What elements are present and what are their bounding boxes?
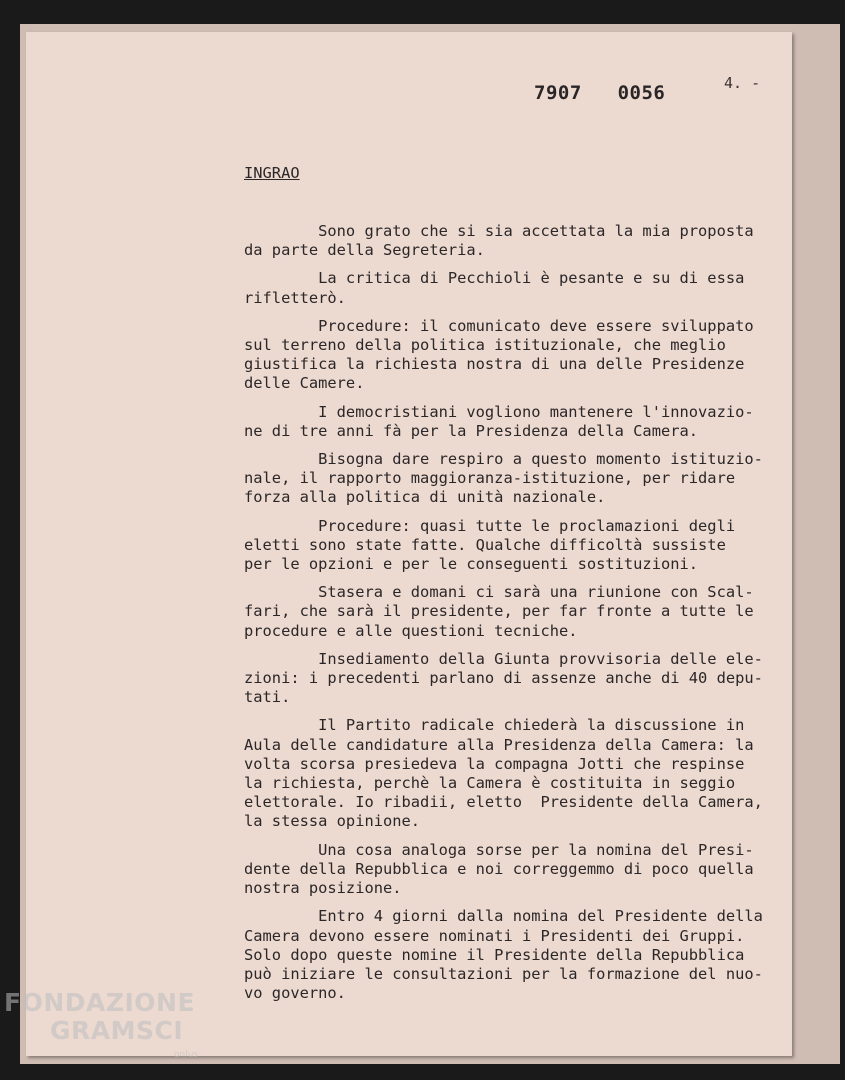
text-line: Bisogna dare respiro a questo momento istituzio- bbox=[244, 450, 763, 469]
text-line: Il Partito radicale chiederà la discussione in bbox=[244, 716, 745, 735]
text-line: Una cosa analoga sorse per la nomina del Presi- bbox=[244, 840, 754, 859]
text-line: vo governo. bbox=[244, 984, 346, 1003]
text-line: Sono grato che si sia accettata la mia proposta bbox=[244, 222, 754, 240]
text-line: sul terreno della politica istituzionale, che meglio bbox=[244, 336, 726, 355]
text-line: delle Camere. bbox=[244, 374, 365, 393]
text-line: tati. bbox=[244, 688, 291, 707]
archive-code: 7907 0056 bbox=[534, 82, 666, 104]
text-line: elettorale. Io ribadii, eletto Presidente della Camera, bbox=[244, 793, 763, 812]
text-line: dente della Repubblica e noi correggemmo di poco quella bbox=[244, 859, 754, 878]
paragraph bbox=[244, 269, 789, 307]
speaker-name: INGRAO bbox=[244, 164, 300, 182]
text-line: da parte della Segreteria. bbox=[244, 241, 485, 260]
watermark-line-2: GRAMSCI bbox=[50, 1016, 184, 1045]
paragraph bbox=[244, 583, 789, 641]
text-line: può iniziare le consultazioni per la formazione del nuo- bbox=[244, 964, 763, 983]
document-body bbox=[244, 222, 789, 1012]
text-line: Stasera e domani ci sarà una riunione con Scal- bbox=[244, 583, 754, 602]
paragraph bbox=[244, 403, 789, 441]
text-line: La critica di Pecchioli è pesante e su di essa bbox=[244, 269, 745, 288]
paragraph bbox=[244, 650, 789, 708]
text-line: nale, il rapporto maggioranza-istituzione, per ridare bbox=[244, 469, 736, 488]
text-line: zioni: i precedenti parlano di assenze anche di 40 depu- bbox=[244, 669, 763, 688]
document-page bbox=[26, 32, 792, 1056]
watermark-logo bbox=[4, 988, 199, 1060]
watermark-line-1: FONDAZIONE bbox=[4, 988, 196, 1017]
text-line: eletti sono state fatte. Qualche difficoltà sussiste bbox=[244, 535, 726, 554]
text-line: Procedure: quasi tutte le proclamazioni degli bbox=[244, 516, 736, 535]
text-line: per le opzioni e per le conseguenti sostituzioni. bbox=[244, 555, 699, 574]
paragraph bbox=[244, 450, 789, 508]
text-line: rifletterò. bbox=[244, 288, 346, 307]
text-line: la stessa opinione. bbox=[244, 812, 421, 831]
text-line: Camera devono essere nominati i Presidenti dei Gruppi. bbox=[244, 926, 745, 945]
watermark-line-3: onlus bbox=[174, 1050, 199, 1060]
text-line: volta scorsa presiedeva la compagna Jotti che respinse bbox=[244, 754, 745, 773]
text-line: Insediamento della Giunta provvisoria delle ele- bbox=[244, 649, 763, 668]
page-number: 4. - bbox=[724, 74, 761, 92]
paragraph bbox=[244, 317, 789, 394]
paragraph bbox=[244, 841, 789, 899]
text-line: la richiesta, perchè la Camera è costituita in seggio bbox=[244, 774, 736, 793]
paragraph bbox=[244, 907, 789, 1003]
text-line: Procedure: il comunicato deve essere sviluppato bbox=[244, 316, 754, 335]
text-line: ne di tre anni fà per la Presidenza della Camera. bbox=[244, 421, 699, 440]
text-line: procedure e alle questioni tecniche. bbox=[244, 621, 578, 640]
text-line: nostra posizione. bbox=[244, 879, 402, 898]
text-line: Aula delle candidature alla Presidenza della Camera: la bbox=[244, 735, 754, 754]
text-line: fari, che sarà il presidente, per far fronte a tutte le bbox=[244, 602, 754, 621]
text-line: I democristiani vogliono mantenere l'innovazio- bbox=[244, 402, 754, 421]
text-line: Solo dopo queste nomine il Presidente della Repubblica bbox=[244, 945, 745, 964]
paragraph bbox=[244, 517, 789, 575]
paragraph bbox=[244, 222, 789, 260]
paragraph bbox=[244, 716, 789, 831]
text-line: forza alla politica di unità nazionale. bbox=[244, 488, 606, 507]
text-line: giustifica la richiesta nostra di una delle Presidenze bbox=[244, 355, 745, 374]
text-line: Entro 4 giorni dalla nomina del Presidente della bbox=[244, 907, 763, 926]
